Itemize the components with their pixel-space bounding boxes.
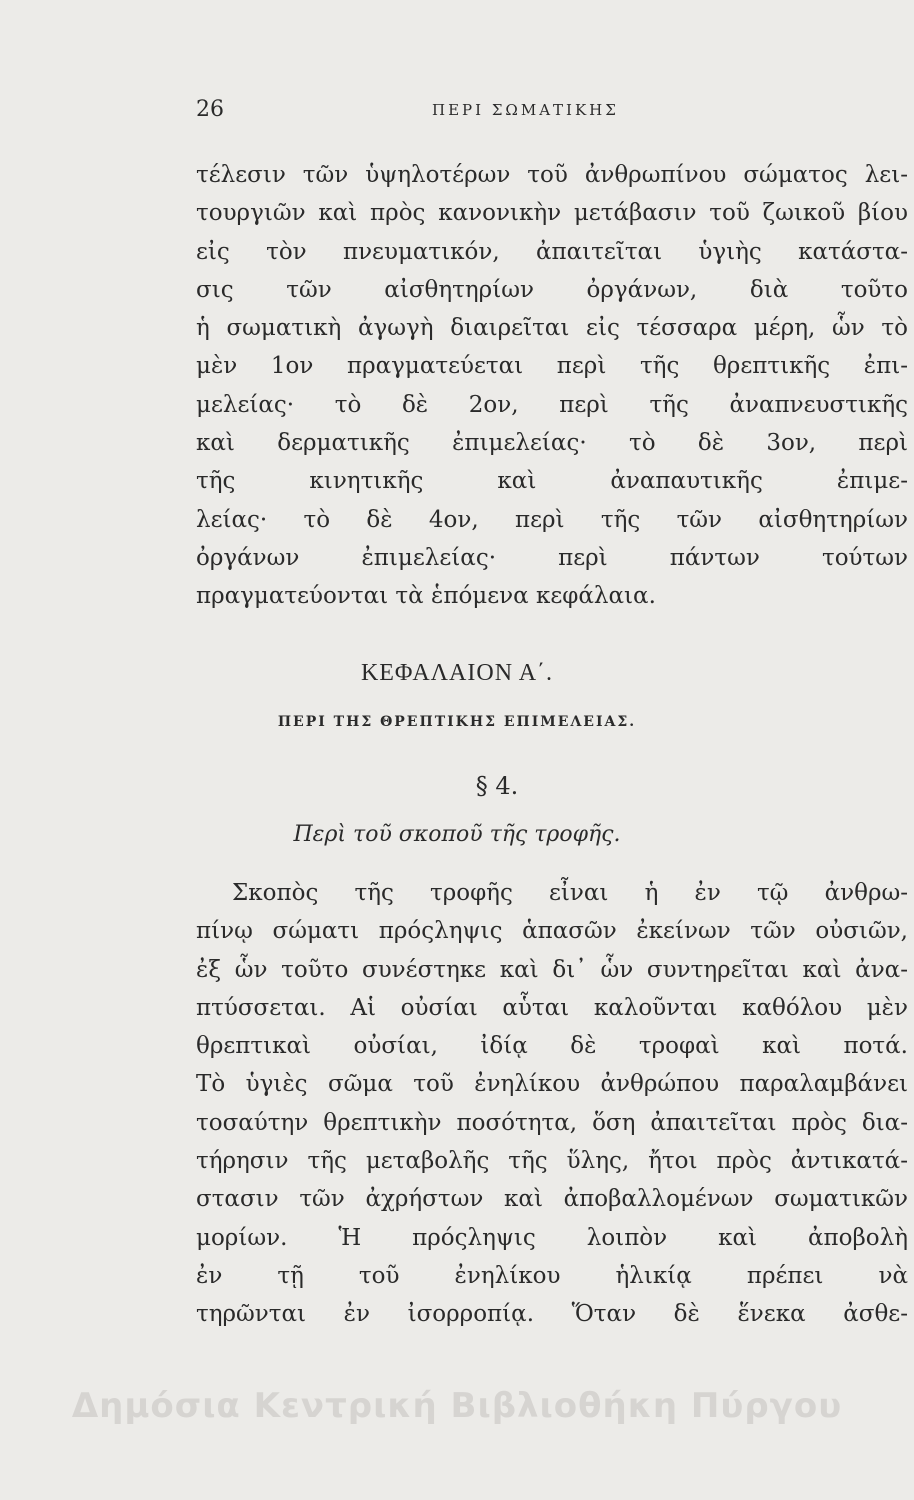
text-line: ἡ σωματικὴ ἀγωγὴ διαιρεῖται εἰς τέσσαρα μέρη, ὧν τὸ [196, 315, 908, 342]
text-line: ἐν τῇ τοῦ ἐνηλίκου ἡλικίᾳ πρέπει νὰ [196, 1262, 908, 1289]
page-number: 26 [196, 97, 224, 122]
text-line: Τὸ ὑγιὲς σῶμα τοῦ ἐνηλίκου ἀνθρώπου παραλαμβάνει [196, 1071, 908, 1098]
text-line: θρεπτικαὶ οὐσίαι, ἰδίᾳ δὲ τροφαὶ καὶ ποτά. [196, 1033, 908, 1060]
text-line: σις τῶν αἰσθητηρίων ὀργάνων, διὰ τοῦτο [196, 276, 908, 303]
text-line: στασιν τῶν ἀχρήστων καὶ ἀποβαλλομένων σωματικῶν [196, 1186, 908, 1213]
text-line: ὀργάνων ἐπιμελείας· περὶ πάντων τούτων [196, 544, 908, 571]
text-line: λείας· τὸ δὲ 4ον, περὶ τῆς τῶν αἰσθητηρίων [196, 506, 908, 533]
section-mark: § 4. [475, 772, 519, 800]
text-line: τήρησιν τῆς μεταβολῆς τῆς ὕλης, ἤτοι πρὸς ἀντικατά- [196, 1148, 908, 1175]
text-line: τῆς κινητικῆς καὶ ἀναπαυτικῆς ἐπιμε- [196, 468, 908, 495]
paragraph-intro [196, 156, 908, 616]
running-head-title: ΠΕΡΙ ΣΩΜΑΤΙΚΗΣ [432, 101, 619, 119]
text-line: μελείας· τὸ δὲ 2ον, περὶ τῆς ἀναπνευστικῆς [196, 391, 908, 418]
text-line: τέλεσιν τῶν ὑψηλοτέρων τοῦ ἀνθρωπίνου σώματος λει- [196, 162, 908, 188]
text-line: τοσαύτην θρεπτικὴν ποσότητα, ὅση ἀπαιτεῖται πρὸς δια- [196, 1109, 908, 1136]
text-line: τουργιῶν καὶ πρὸς κανονικὴν μετάβασιν τοῦ ζωικοῦ βίου [196, 200, 908, 227]
text-line: καὶ δερματικῆς ἐπιμελείας· τὸ δὲ 3ον, περὶ [196, 430, 908, 457]
text-line: πραγματεύονται τὰ ἑπόμενα κεφάλαια. [196, 583, 656, 610]
paragraph-section [196, 874, 908, 1334]
chapter-subtitle: ΠΕΡΙ ΤΗΣ ΘΡΕΠΤΙΚΗΣ ΕΠΙΜΕΛΕΙΑΣ. [277, 714, 637, 730]
text-line: μορίων. Ἡ πρόςληψις λοιπὸν καὶ ἀποβολὴ [196, 1224, 908, 1251]
chapter-title: ΚΕΦΑΛΑΙΟΝ Α΄. [360, 660, 554, 686]
text-line: Σκοπὸς τῆς τροφῆς εἶναι ἡ ἐν τῷ ἀνθρω- [232, 880, 908, 906]
text-line: πτύσσεται. Αἱ οὐσίαι αὗται καλοῦνται καθόλου μὲν [196, 994, 908, 1021]
text-line: ἐξ ὧν τοῦτο συνέστηκε καὶ δι᾽ ὧν συντηρεῖται καὶ ἀνα- [196, 956, 908, 983]
section-title: Περὶ τοῦ σκοποῦ τῆς τροφῆς. [293, 822, 621, 847]
running-head [0, 97, 914, 133]
text-line: τηρῶνται ἐν ἰσορροπίᾳ. Ὅταν δὲ ἕνεκα ἀσθε- [196, 1301, 908, 1328]
text-line: μὲν 1ον πραγματεύεται περὶ τῆς θρεπτικῆς ἐπι- [196, 353, 908, 380]
text-line: πίνῳ σώματι πρόςληψις ἁπασῶν ἐκείνων τῶν οὐσιῶν, [196, 918, 908, 945]
text-line: εἰς τὸν πνευματικόν, ἀπαιτεῖται ὑγιὴς κατάστα- [196, 238, 908, 265]
library-watermark: Δημόσια Κεντρική Βιβλιοθήκη Πύργου [71, 1386, 843, 1426]
